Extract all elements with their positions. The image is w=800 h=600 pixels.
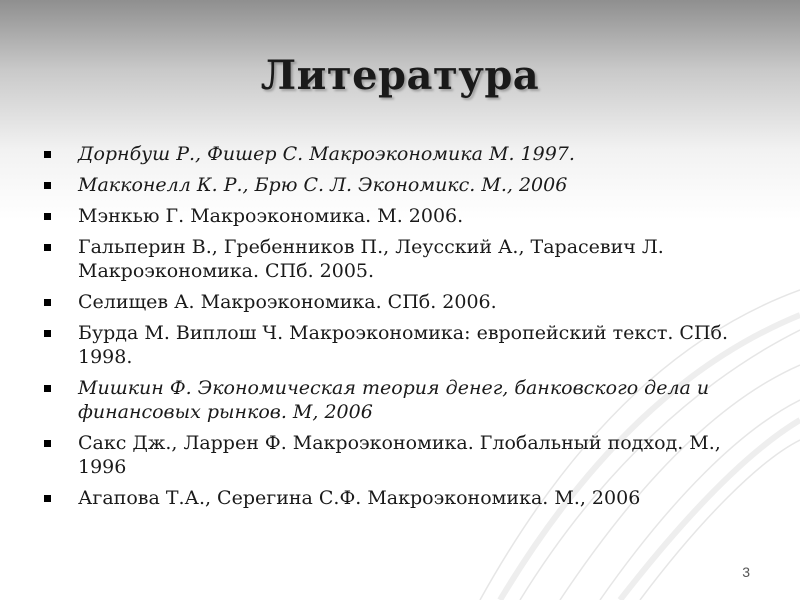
- list-item-text: Мэнкью Г. Макроэкономика. М. 2006.: [78, 205, 464, 227]
- list-item-text: Бурда М. Виплош Ч. Макроэкономика: европейский текст. СПб. 1998.: [78, 322, 729, 368]
- list-item: [44, 376, 764, 424]
- list-item-text: Сакс Дж., Ларрен Ф. Макроэкономика. Глобальный подход. М., 1996: [78, 432, 721, 478]
- square-bullet-icon: [44, 182, 51, 189]
- square-bullet-icon: [44, 385, 51, 392]
- slide-title: Литература: [260, 52, 540, 99]
- square-bullet-icon: [44, 213, 51, 220]
- list-item: [44, 142, 764, 166]
- list-item: [44, 204, 764, 228]
- list-item-text: Дорнбуш Р., Фишер С. Макроэкономика М. 1997.: [78, 143, 575, 165]
- list-item: [44, 486, 764, 510]
- bibliography-list: [44, 142, 764, 517]
- square-bullet-icon: [44, 151, 51, 158]
- page-number: 3: [742, 564, 750, 580]
- list-item-text: Гальперин В., Гребенников П., Леусский А., Тарасевич Л. Макроэкономика. СПб. 2005.: [78, 236, 664, 282]
- square-bullet-icon: [44, 244, 51, 251]
- list-item-text: Агапова Т.А., Серегина С.Ф. Макроэкономика. М., 2006: [78, 487, 641, 509]
- square-bullet-icon: [44, 495, 51, 502]
- list-item: [44, 235, 764, 283]
- list-item: [44, 173, 764, 197]
- list-item-text: Селищев А. Макроэкономика. СПб. 2006.: [78, 291, 497, 313]
- list-item: [44, 431, 764, 479]
- list-item: [44, 321, 764, 369]
- list-item: [44, 290, 764, 314]
- square-bullet-icon: [44, 330, 51, 337]
- square-bullet-icon: [44, 299, 51, 306]
- list-item-text: Макконелл К. Р., Брю С. Л. Экономикс. М., 2006: [78, 174, 568, 196]
- square-bullet-icon: [44, 440, 51, 447]
- list-item-text: Мишкин Ф. Экономическая теория денег, банковского дела и финансовых рынков. М, 2006: [78, 377, 710, 423]
